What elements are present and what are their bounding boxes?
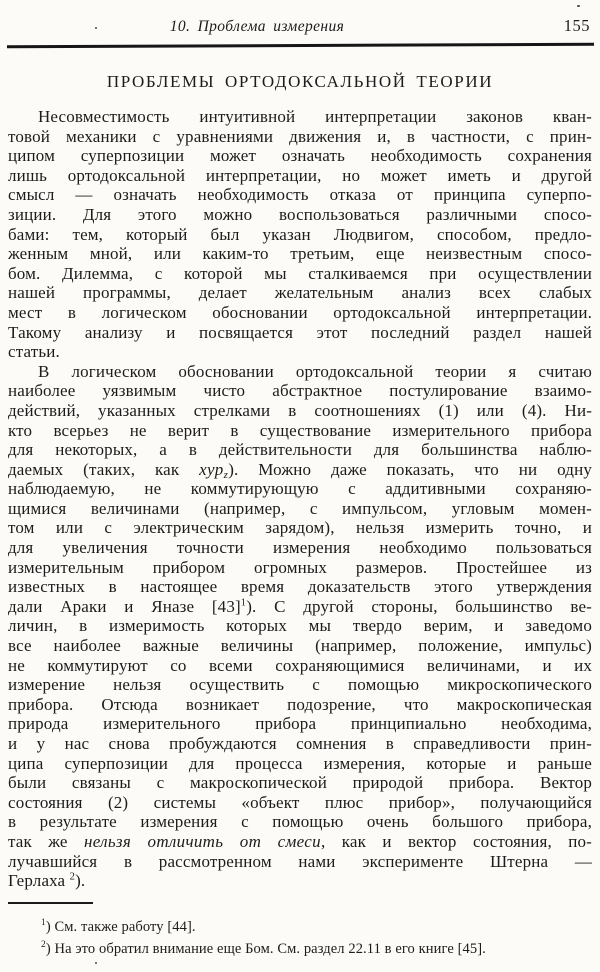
text-line: кто всерьез не верит в существование измерительного прибора [8,420,592,440]
page-number: 155 [563,16,590,35]
body-text [8,107,592,891]
running-title: 10. Проблема измерения [169,18,345,35]
text-line: лишь ортодоксальной интерпретации, но может иметь и другой [8,165,592,185]
text-line: не коммутируют со всеми сохраняющимися величинами, и их [8,655,592,675]
text-line: известных в настоящее время доказательств этого утверждения [8,577,592,597]
text-line: для некоторых, а в действительности для большинства наблю- [8,440,592,460]
text-line: В логическом обосновании ортодоксальной теории я считаю [38,361,592,381]
text-line: смысл — означать необходимость отказа от принципа суперпо- [8,185,592,205]
text-line: дали Араки и Яназе $[43]^1$). С другой стороны, большинство ве- [8,596,592,616]
text-line: в результате измерения с помощью очень большого прибора, [8,812,592,832]
section-title: ПРОБЛЕМЫ ОРТОДОКСАЛЬНОЙ ТЕОРИИ [106,72,494,91]
text-line: щимися величинами (например, с импульсом, угловым момен- [8,498,592,518]
text-line: лучавшийся в рассмотренном нами эксперименте Штерна — [8,851,592,871]
text-line: бами: тем, который был указан Людвигом, способом, предло- [8,224,592,244]
text-line: товой механики с уравнениями движения и, в частности, с прин- [8,126,592,146]
text-line: наблюдаемую, не коммутирующую с аддитивными сохраняю- [8,479,592,499]
text-line: Несовместимость интуитивной интерпретации законов кван- [38,107,592,126]
text-line: для увеличения точности измерения необходимо пользоваться [8,538,592,558]
scan-speck [577,5,580,7]
footnote: $^1$) См. также работу [44]. [41,918,196,935]
scan-speck [95,962,97,964]
text-line: зиции. Для этого можно воспользоваться различными спосо- [8,204,592,224]
text-line: измерение нельзя осуществить с помощью микроскопического [8,675,592,695]
text-line: том или с электрическим зарядом), нельзя измерить точно, и [8,518,592,538]
text-line: нашей программы, делает желательным анализ всех слабых [8,283,592,303]
text-line: статьи. [8,342,60,362]
text-line: женным мной, или каким-то третьим, еще неизвестным спосо- [8,244,592,264]
text-line: Герлаха $^2$). [8,871,86,891]
header-rule [7,43,594,48]
text-line: действий, указанных стрелками в соотношениях (1) или (4). Ни- [8,400,592,420]
text-line: состояния (2) системы «объект плюс прибор», получающийся [8,792,592,812]
text-line: мест в логическом обосновании ортодоксальной интерпретации. [8,302,592,322]
text-line: даемых (таких, как xyp$_z$). Можно даже показать, что ни одну [8,459,592,480]
text-line: ципом суперпозиции может означать необходимость сохранения [8,146,592,166]
text-line: наиболее уязвимым чисто абстрактное постулирование взаимо- [8,381,592,401]
text-line: были связаны с макроскопической природой прибора. Вектор [8,773,592,793]
text-line: все наиболее важные величины (например, положение, импульс) [8,636,592,656]
footnote: $^2$) На это обратил внимание еще Бом. См. раздел 22.11 в его книге [45]. [41,940,486,957]
text-line: природа измерительного прибора принципиально необходима, [8,714,592,734]
text-line: бом. Дилемма, с которой мы сталкиваемся при осуществлении [8,263,592,283]
text-line: измерительным прибором огромных размеров. Простейшее из [8,557,592,577]
text-line: Такому анализу и посвящается этот последний раздел нашей [8,322,592,342]
footnotes [8,916,592,960]
text-line: личин, в измеримость которых мы твердо верим, и заведомо [8,616,592,636]
paragraph [8,107,592,362]
text-line: ципа суперпозиции для процесса измерения, которые и раньше [8,753,592,773]
text-line: и у нас снова пробуждаются сомнения в справедливости прин- [8,734,592,753]
text-line: прибора. Отсюда возникает подозрение, что макроскопическая [8,694,592,714]
text-line: так же нельзя отличить от смеси, как и вектор состояния, по- [8,831,592,851]
footnote-separator [8,902,93,904]
paragraph [8,362,592,891]
scan-speck [95,27,97,29]
